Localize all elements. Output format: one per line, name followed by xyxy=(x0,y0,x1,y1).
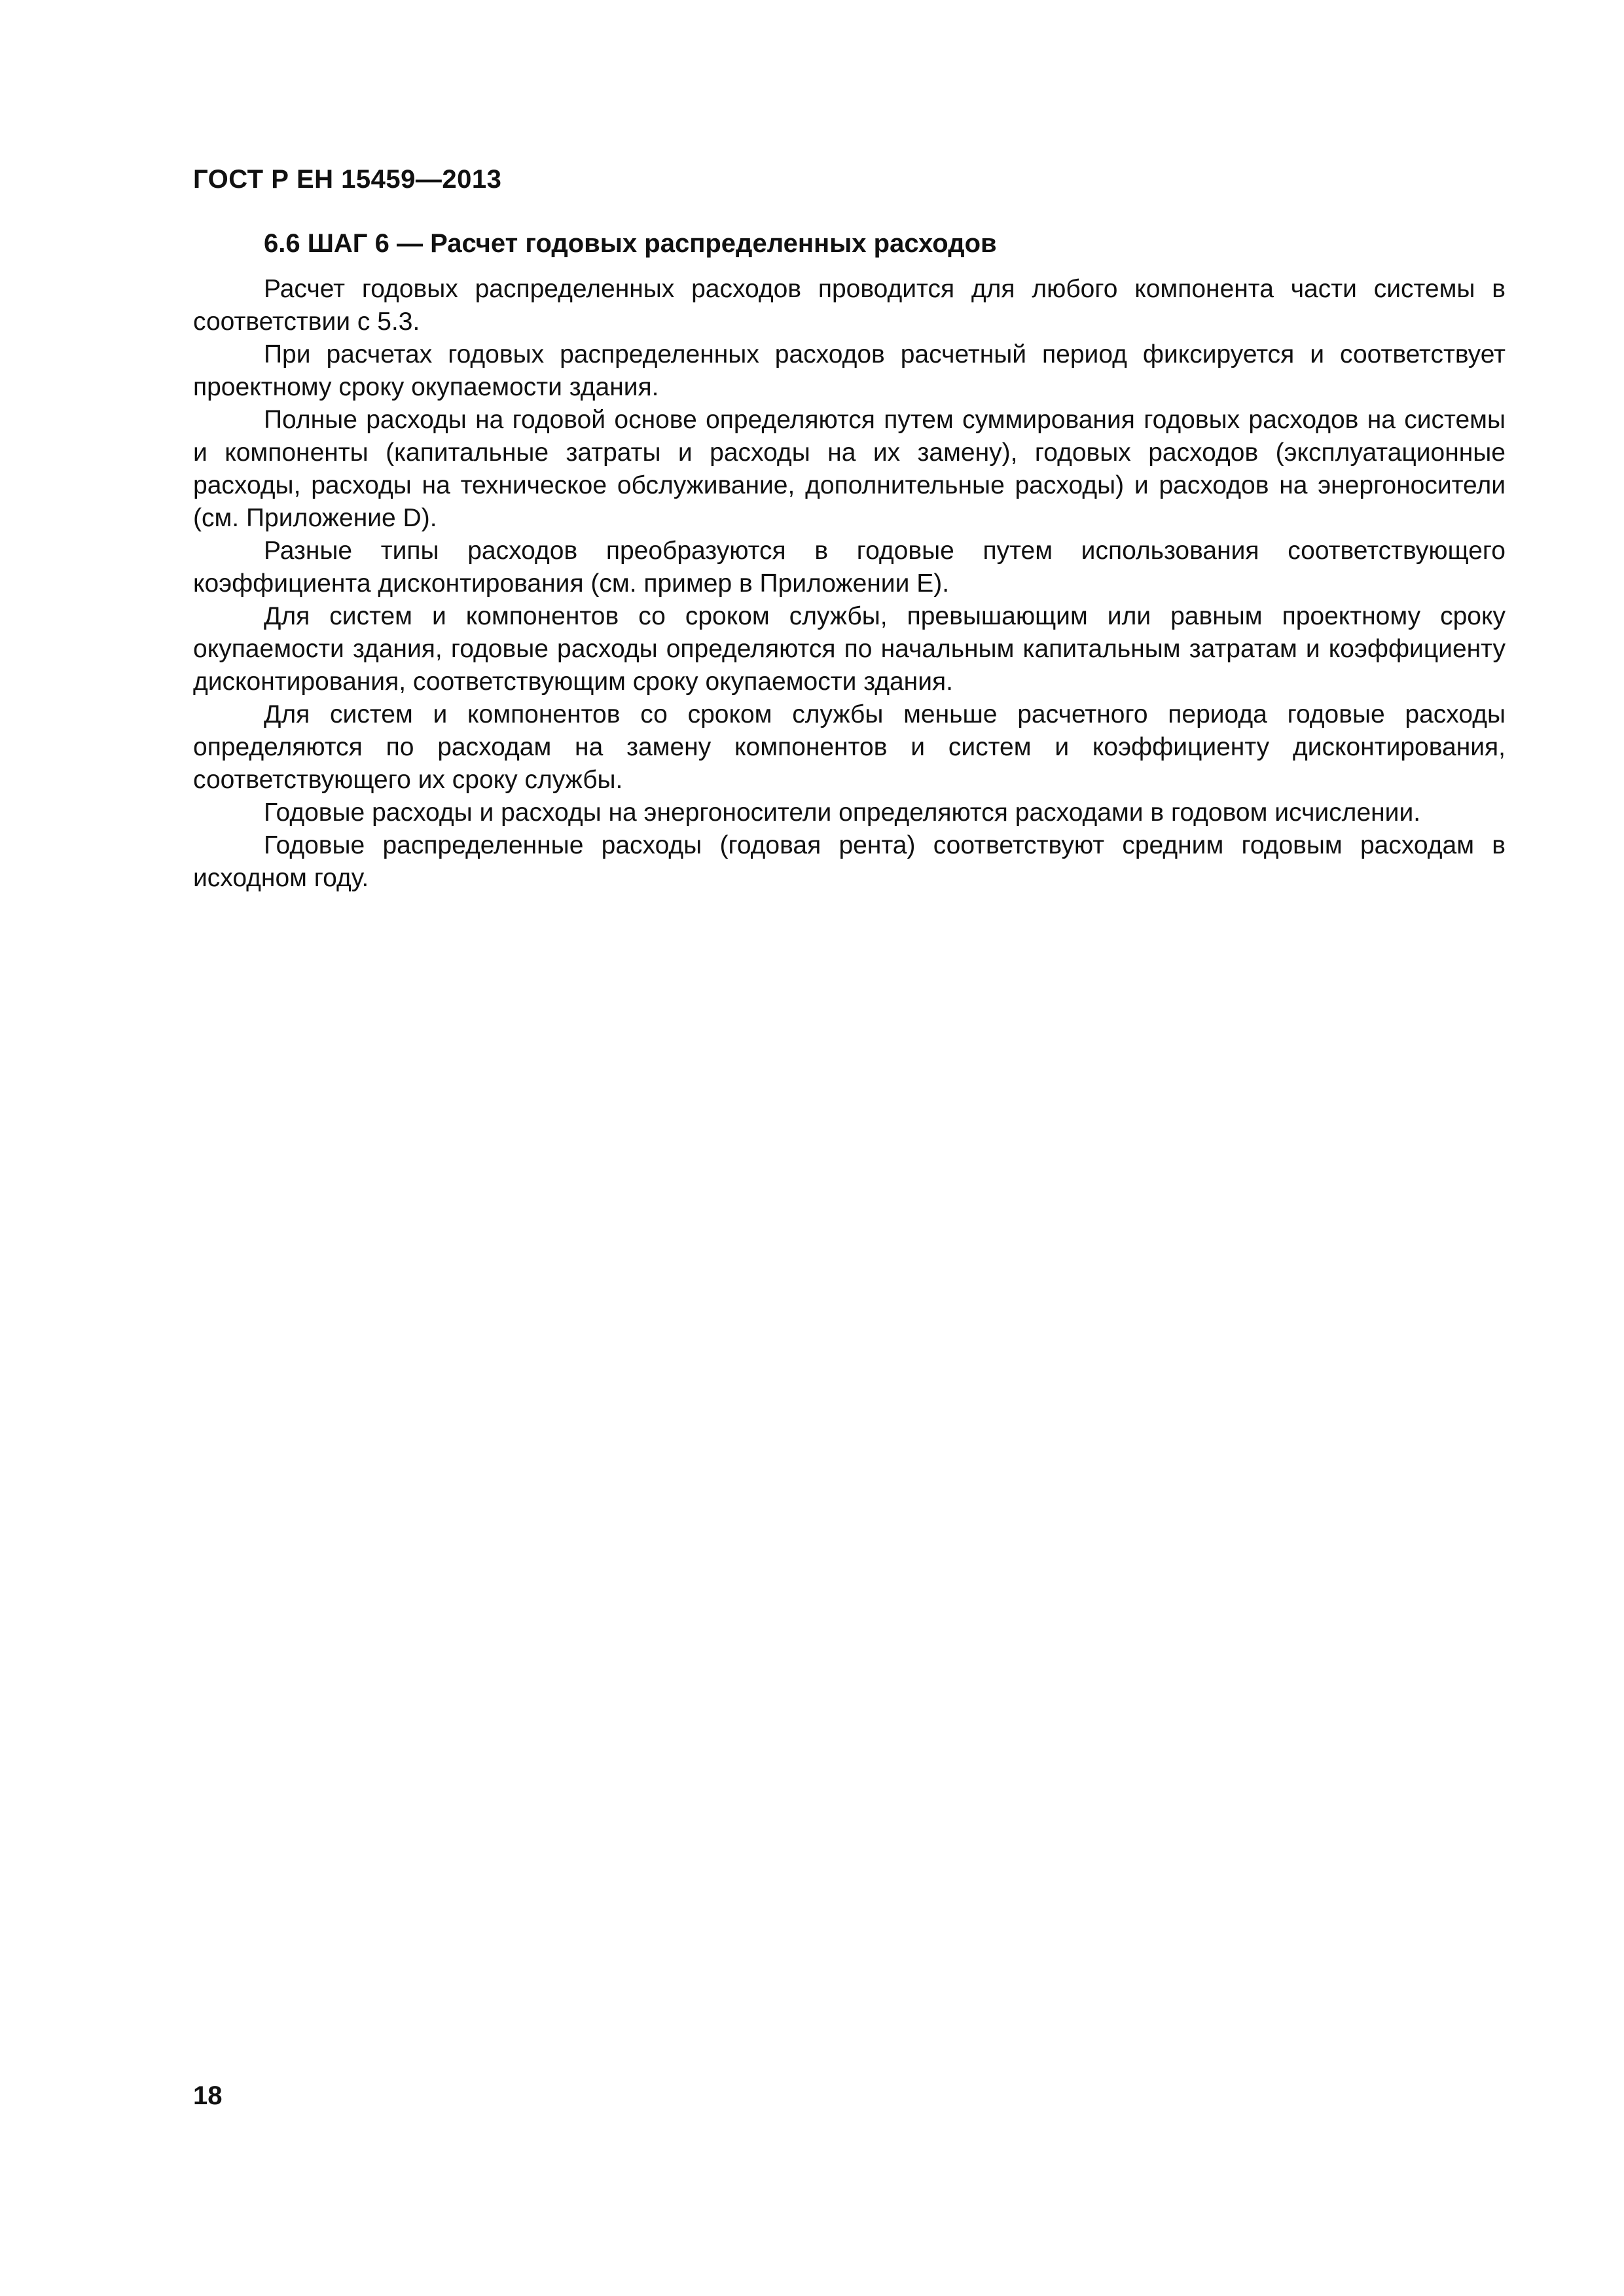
document-body xyxy=(193,226,1506,895)
paragraph: Годовые распределенные расходы (годовая рента) соответствуют средним годовым расходам в исходном году. xyxy=(193,831,1506,892)
paragraph: Полные расходы на годовой основе определяются путем суммирования годовых расходов на системы и компоненты (капитальные затраты и расходы на их замену), годовых расходов (эксплуатационные расходы, расходы на техническое обслуживание, дополнительные расходы) и расходов на энергоносители (см. Приложение D). xyxy=(193,406,1506,532)
paragraph: При расчетах годовых распределенных расходов расчетный период фиксируется и соответствует проектному сроку окупаемости здания. xyxy=(193,340,1506,401)
section-heading: 6.6 ШАГ 6 — Расчет годовых распределенных расходов xyxy=(264,229,997,258)
page-number: 18 xyxy=(193,2081,223,2110)
document-header: ГОСТ Р ЕН 15459—2013 xyxy=(193,165,502,194)
paragraph: Для систем и компонентов со сроком службы меньше расчетного периода годовые расходы определяются по расходам на замену компонентов и систем и коэффициенту дисконтирования, соответствующего их сроку службы. xyxy=(193,700,1506,794)
paragraph: Для систем и компонентов со сроком службы, превышающим или равным проектному сроку окупаемости здания, годовые расходы определяются по начальным капитальным затратам и коэффициенту дисконтирования, соответствующим сроку окупаемости здания. xyxy=(193,602,1506,696)
paragraph: Расчет годовых распределенных расходов проводится для любого компонента части системы в соответствии с 5.3. xyxy=(193,275,1506,336)
paragraph: Годовые расходы и расходы на энергоносители определяются расходами в годовом исчислении. xyxy=(264,798,1421,827)
paragraph: Разные типы расходов преобразуются в годовые путем использования соответствующего коэффициента дисконтирования (см. пример в Приложении E). xyxy=(193,537,1506,598)
